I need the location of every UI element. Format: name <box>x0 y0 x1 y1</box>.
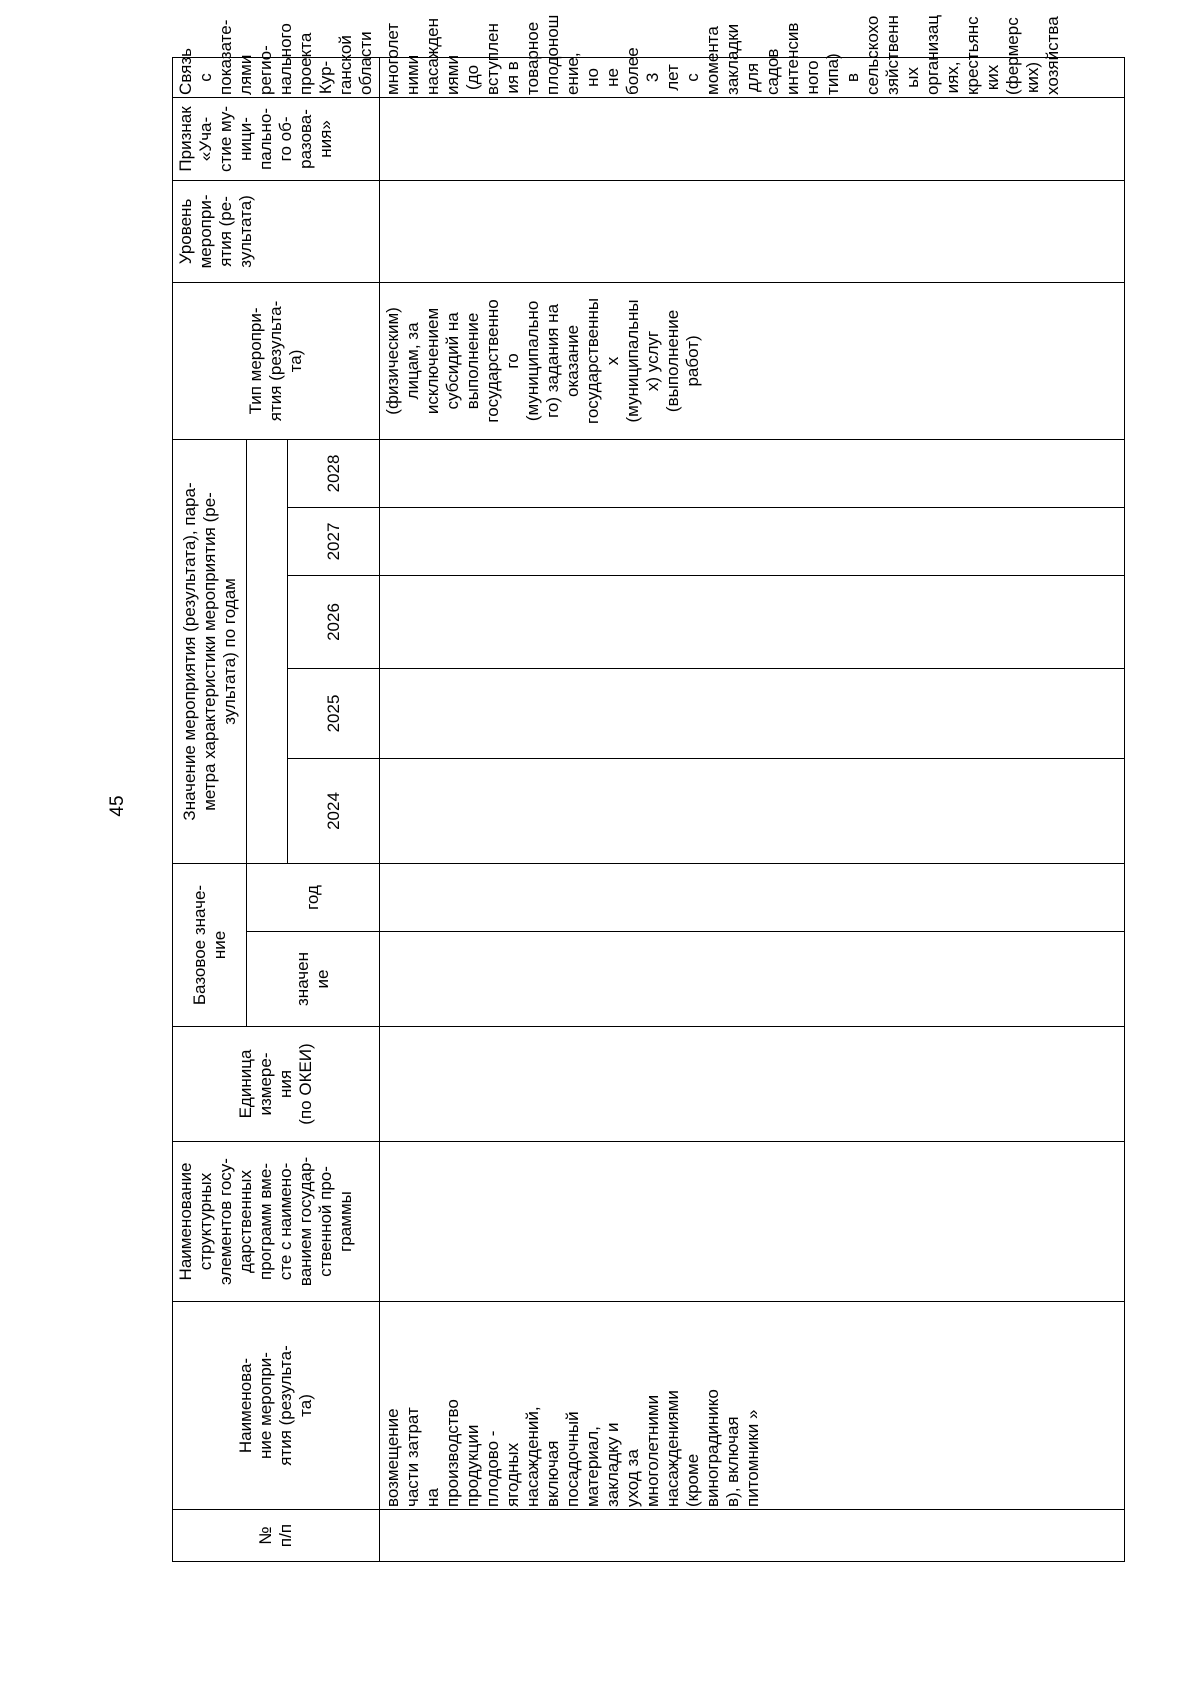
row-value-2026 <box>380 576 1125 669</box>
header-year-2024: 2024 <box>288 759 380 864</box>
header-values-by-year: Значение мероприятия (результата), пара- метра характеристики мероприятия (ре- зультата) по годам <box>173 439 247 863</box>
header-base-value: Базовое значе- ние <box>173 864 247 1027</box>
header-base-year-sub: год <box>247 864 380 932</box>
row-unit <box>380 1027 1125 1142</box>
header-regional-link: Связь с показате- лями регио- нального проекта Кур- ганской области <box>173 57 380 97</box>
row-num <box>380 1510 1125 1562</box>
header-base-value-sub: значен ие <box>247 932 380 1027</box>
header-num: № п/п <box>173 1510 380 1562</box>
header-event-level: Уровень меропри- ятия (ре- зультата) <box>173 180 380 282</box>
header-year-2028: 2028 <box>288 439 380 507</box>
measures-table <box>172 14 1125 1562</box>
row-event-type: (физическим) лицам, за исключением субсидий на выполнение государственно го (муниципально го) задания на оказание государственны х (муниципальны х) услуг (выполнение работ) <box>380 282 1125 439</box>
header-event-type: Тип меропри- ятия (результа- та) <box>173 282 380 439</box>
row-event-level <box>380 180 1125 282</box>
header-year-2026: 2026 <box>288 576 380 669</box>
row-struct-elements <box>380 1142 1125 1302</box>
header-year-2025: 2025 <box>288 669 380 759</box>
table-container <box>172 14 1125 1562</box>
row-base-value <box>380 932 1125 1027</box>
header-struct-elements: Наименование структурных элементов госу- дарственных программ вме- сте с наимено- ванием государ- ственной про- граммы <box>173 1142 380 1302</box>
page-number: 45 <box>107 795 128 817</box>
header-event-name: Наименова- ние меропри- ятия (результа- та) <box>173 1302 380 1510</box>
row-value-2025 <box>380 669 1125 759</box>
header-unit: Единица измере- ния (по ОКЕИ) <box>173 1027 380 1142</box>
row-municipal-sign <box>380 97 1125 180</box>
header-municipal-sign: Признак «Уча- стие му- ници- пально- го об- разова- ния» <box>173 97 380 180</box>
row-event-name: возмещение части затрат на производство продукции плодово - ягодных насаждений, включая посадочный материал, закладку и уход за многолетними насаждениями (кроме виноградинико в), включая питомники » <box>380 1302 1125 1510</box>
row-value-2024 <box>380 759 1125 864</box>
row-value-2028 <box>380 439 1125 507</box>
row-value-2027 <box>380 508 1125 576</box>
row-regional-link: многолет ними насажден иями (до вступлен ия в товарное плодонош ение, но не более 3 лет с момента закладки для садов интенсив ного типа) в сельскохо зяйственн ых организац иях, крестьянс ких (фермерс ких) хозяйства <box>380 57 1125 97</box>
header-years-spacer <box>247 439 288 863</box>
row-base-year <box>380 864 1125 932</box>
header-year-2027: 2027 <box>288 508 380 576</box>
table-row <box>380 57 1125 1561</box>
